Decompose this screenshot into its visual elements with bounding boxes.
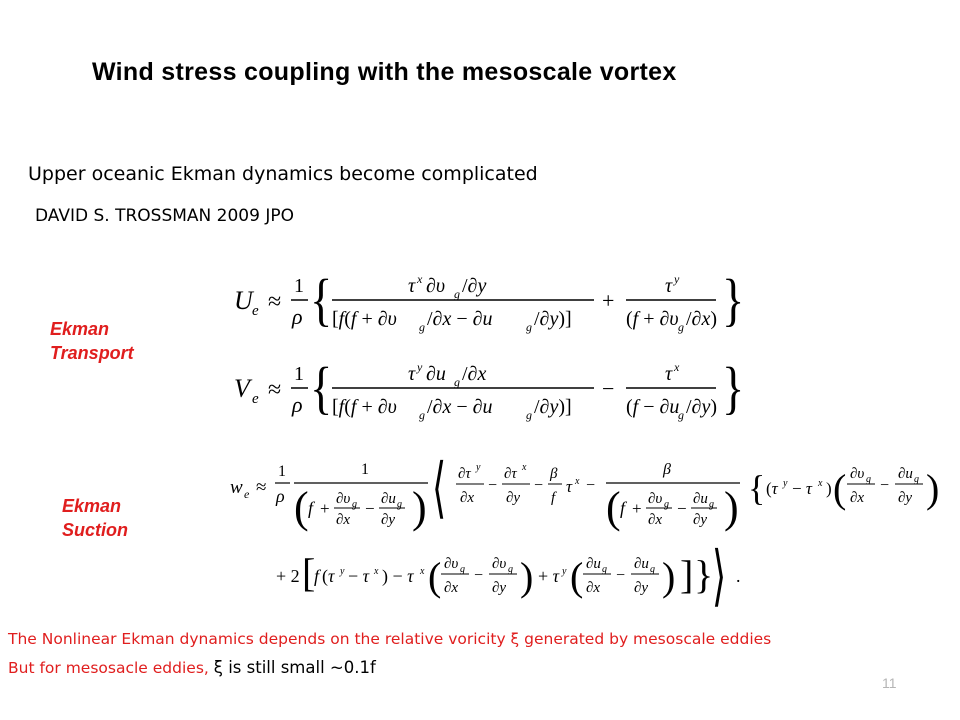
svg-text:e: e — [252, 391, 259, 407]
svg-text:τ: τ — [665, 363, 673, 385]
svg-text:∂y: ∂y — [898, 490, 913, 506]
equation-ekman-transport-u — [232, 262, 752, 342]
svg-text:∂x: ∂x — [648, 512, 663, 528]
ekman-transport-label-line2: Transport — [50, 343, 134, 363]
svg-text:(: ( — [833, 466, 847, 511]
svg-text:y: y — [562, 566, 567, 577]
svg-text:/∂x − ∂u: /∂x − ∂u — [427, 308, 493, 330]
svg-text:≈: ≈ — [268, 377, 282, 403]
ekman-transport-label-line1: Ekman — [50, 319, 110, 339]
svg-text:⟩: ⟩ — [712, 539, 727, 613]
svg-text:V: V — [234, 374, 250, 403]
equation-ekman-suction — [228, 450, 950, 613]
svg-text:(: ( — [294, 483, 309, 532]
svg-text:y: y — [674, 272, 680, 286]
svg-text:(: ( — [428, 554, 442, 599]
svg-text:∂υ: ∂υ — [492, 556, 507, 572]
svg-text:(f + ∂υ: (f + ∂υ — [626, 308, 679, 330]
svg-text:x: x — [417, 272, 423, 286]
svg-text:y: y — [476, 462, 481, 473]
svg-text:): ) — [412, 483, 427, 532]
svg-text:[f(f + ∂υ: [f(f + ∂υ — [332, 308, 397, 330]
slide-title: Wind stress coupling with the mesoscale vortex — [92, 58, 677, 86]
svg-text:−: − — [677, 499, 687, 518]
svg-text:[: [ — [302, 550, 316, 595]
svg-text:f: f — [551, 490, 556, 506]
svg-text:− τ: − τ — [792, 479, 812, 498]
svg-text:x: x — [522, 462, 527, 473]
svg-text:∂u: ∂u — [898, 466, 913, 482]
svg-text:): ) — [826, 479, 832, 498]
svg-text:∂u: ∂u — [693, 491, 708, 507]
svg-text:β: β — [550, 466, 558, 482]
svg-text:∂υ: ∂υ — [336, 491, 351, 507]
svg-text:y: y — [340, 566, 345, 577]
svg-text:y: y — [417, 360, 423, 374]
svg-text:w: w — [230, 477, 243, 498]
svg-text:+: + — [320, 499, 330, 518]
svg-text:+: + — [632, 499, 642, 518]
reference-citation: DAVID S. TROSSMAN 2009 JPO — [35, 206, 294, 226]
svg-text:−: − — [488, 477, 498, 494]
svg-text:g: g — [664, 499, 669, 510]
svg-text:−: − — [365, 499, 375, 518]
slide-subtitle: Upper oceanic Ekman dynamics become complicated — [28, 163, 538, 185]
svg-text:g: g — [397, 499, 402, 510]
svg-text:g: g — [650, 564, 655, 575]
svg-text:g: g — [602, 564, 607, 575]
svg-text:(: ( — [606, 483, 621, 532]
svg-text:∂x: ∂x — [850, 490, 865, 506]
svg-text:/∂y)]: /∂y)] — [534, 308, 572, 330]
svg-text:g: g — [678, 320, 684, 334]
svg-text:∂y: ∂y — [506, 490, 521, 506]
svg-text:τ: τ — [566, 477, 573, 496]
svg-text:−: − — [534, 477, 544, 494]
eddy-note-red: But for mesosacle eddies, — [8, 659, 209, 677]
svg-text:⟨: ⟨ — [432, 451, 447, 525]
svg-text:x: x — [420, 566, 425, 577]
svg-text:[f(f + ∂υ: [f(f + ∂υ — [332, 396, 397, 418]
svg-text:x: x — [374, 566, 379, 577]
svg-text:τ: τ — [408, 363, 416, 385]
svg-text:e: e — [244, 487, 250, 501]
svg-text:g: g — [454, 375, 460, 389]
svg-text:g: g — [866, 474, 871, 485]
svg-text:g: g — [914, 474, 919, 485]
eddy-note-dark: ξ is still small ~0.1f — [213, 658, 376, 677]
svg-text:g: g — [454, 287, 460, 301]
svg-text:β: β — [663, 461, 671, 478]
svg-text:∂x: ∂x — [586, 580, 601, 596]
svg-text:∂u: ∂u — [586, 556, 601, 572]
svg-text:{: { — [748, 468, 766, 508]
svg-text:g: g — [709, 499, 714, 510]
svg-text:f: f — [314, 566, 320, 586]
svg-text:−: − — [880, 477, 890, 494]
svg-text:1: 1 — [361, 461, 369, 478]
svg-text:g: g — [678, 408, 684, 422]
svg-text:∂τ: ∂τ — [458, 466, 471, 482]
svg-text:f: f — [620, 498, 626, 518]
svg-text:−: − — [474, 567, 484, 584]
svg-text:∂υ: ∂υ — [648, 491, 663, 507]
svg-text:/∂y: /∂y — [462, 275, 487, 297]
svg-text:ρ: ρ — [292, 392, 303, 417]
svg-text:−: − — [616, 567, 626, 584]
ekman-suction-label-line2: Suction — [62, 520, 128, 540]
svg-text:}: } — [722, 356, 745, 421]
svg-text:.: . — [736, 566, 741, 586]
svg-text:∂y: ∂y — [634, 580, 649, 596]
svg-text:∂x: ∂x — [460, 490, 475, 506]
svg-text:/∂x − ∂u: /∂x − ∂u — [427, 396, 493, 418]
svg-text:g: g — [419, 408, 425, 422]
svg-text:(τ: (τ — [766, 479, 778, 498]
svg-text:∂x: ∂x — [444, 580, 459, 596]
svg-text:g: g — [419, 320, 425, 334]
svg-text:) − τ: ) − τ — [382, 566, 414, 586]
svg-text:∂υ: ∂υ — [444, 556, 459, 572]
svg-text:/∂x): /∂x) — [686, 308, 718, 330]
svg-text:1: 1 — [294, 275, 304, 297]
svg-text:(f − ∂u: (f − ∂u — [626, 396, 680, 418]
svg-text:∂y: ∂y — [381, 512, 396, 528]
svg-text:+ τ: + τ — [538, 566, 560, 586]
svg-text:]: ] — [680, 552, 694, 597]
svg-text:x: x — [575, 476, 580, 487]
svg-text:(τ: (τ — [322, 566, 335, 586]
svg-text:/∂y)]: /∂y)] — [534, 396, 572, 418]
svg-text:∂y: ∂y — [693, 512, 708, 528]
svg-text:+ 2: + 2 — [276, 566, 300, 586]
svg-text:g: g — [508, 564, 513, 575]
svg-text:(: ( — [570, 554, 584, 599]
svg-text:∂u: ∂u — [381, 491, 396, 507]
svg-text:/∂x: /∂x — [462, 363, 487, 385]
svg-text:g: g — [526, 408, 532, 422]
svg-text:): ) — [662, 554, 676, 599]
svg-text:−: − — [602, 376, 615, 401]
eddy-note — [8, 658, 376, 677]
svg-text:−: − — [586, 477, 596, 494]
svg-text:∂τ: ∂τ — [504, 466, 517, 482]
svg-text:g: g — [460, 564, 465, 575]
svg-text:ρ: ρ — [292, 304, 303, 329]
svg-text:1: 1 — [294, 363, 304, 385]
svg-text:τ: τ — [665, 275, 673, 297]
ekman-suction-label — [62, 494, 128, 542]
svg-text:∂x: ∂x — [336, 512, 351, 528]
svg-text:ρ: ρ — [276, 486, 285, 506]
svg-text:x: x — [818, 478, 823, 489]
page-number: 11 — [882, 675, 897, 691]
svg-text:U: U — [234, 286, 253, 315]
svg-text:+: + — [602, 288, 615, 313]
svg-text:f: f — [308, 498, 314, 518]
svg-text:1: 1 — [278, 463, 286, 480]
svg-text:≈: ≈ — [256, 477, 267, 498]
svg-text:}: } — [694, 552, 714, 597]
svg-text:∂υ: ∂υ — [850, 466, 865, 482]
svg-text:{: { — [310, 268, 333, 333]
svg-text:e: e — [252, 303, 259, 319]
svg-text:∂υ: ∂υ — [426, 275, 446, 297]
ekman-suction-label-line1: Ekman — [62, 496, 122, 516]
svg-text:≈: ≈ — [268, 289, 282, 315]
svg-text:τ: τ — [408, 275, 416, 297]
svg-text:g: g — [526, 320, 532, 334]
svg-text:∂u: ∂u — [634, 556, 649, 572]
svg-text:): ) — [926, 466, 940, 511]
svg-text:{: { — [310, 356, 333, 421]
svg-text:/∂y): /∂y) — [686, 396, 718, 418]
equation-ekman-transport-v — [232, 350, 752, 430]
nonlinear-note: The Nonlinear Ekman dynamics depends on the relative voricity ξ generated by mesoscale eddies — [8, 630, 772, 648]
svg-text:g: g — [352, 499, 357, 510]
svg-text:}: } — [722, 268, 745, 333]
ekman-transport-label — [50, 317, 134, 365]
svg-text:∂u: ∂u — [426, 363, 446, 385]
svg-text:y: y — [783, 478, 788, 489]
svg-text:): ) — [724, 483, 739, 532]
svg-text:x: x — [674, 360, 680, 374]
svg-text:): ) — [520, 554, 534, 599]
svg-text:− τ: − τ — [348, 566, 370, 586]
svg-text:∂y: ∂y — [492, 580, 507, 596]
